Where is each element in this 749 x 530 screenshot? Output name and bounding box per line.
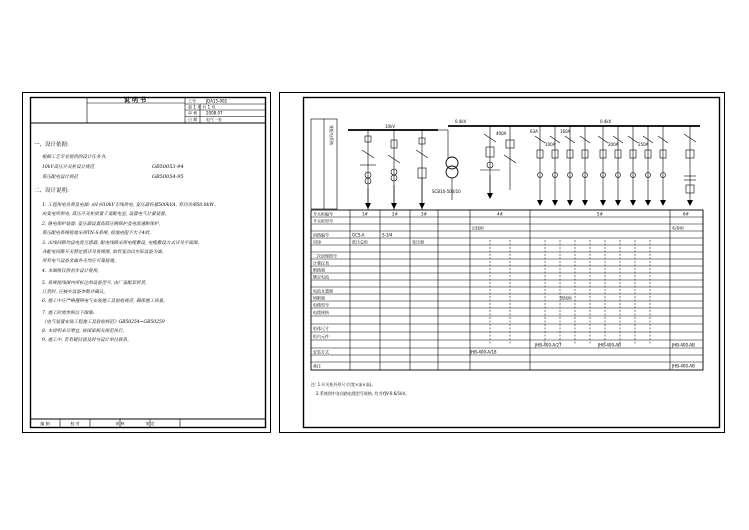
design-basis-3: 低压配电设计规范 bbox=[42, 175, 78, 180]
diagram-notes bbox=[311, 381, 409, 396]
note-line-6: 各配电回路开关整定值详见系统图, 如有变动以实际设备为准。 bbox=[42, 250, 167, 255]
panel-code-1: JHB-400-A/18 bbox=[470, 349, 497, 355]
row-label-12: 电缆规格 bbox=[313, 310, 329, 315]
cell-sample-1: GCS-A bbox=[352, 232, 365, 238]
panel-code-2: JHB-400-A/27 bbox=[535, 342, 562, 348]
drawing-no-label: 工号 bbox=[188, 98, 196, 104]
lv-incoming bbox=[480, 126, 516, 199]
lv-bus-label-right: 0.4kV bbox=[600, 119, 612, 124]
note-line-14: 8. 本说明未尽事宜, 按国家相关规范执行。 bbox=[42, 329, 128, 334]
row-label-13: 柜体尺寸 bbox=[313, 326, 329, 331]
note-line-12: 7. 施工时需参照以下图集: bbox=[42, 311, 95, 316]
footer-cell-3: 审 核 bbox=[115, 421, 125, 426]
row-label-5: 二次原理图号 bbox=[313, 253, 337, 259]
note-line-15: 9. 施工中, 若有疑问请及时与设计单位联系。 bbox=[42, 338, 132, 343]
lv-bus-label-left: 0.4kV bbox=[455, 119, 467, 124]
note-line-8: 4. 本图纸仅供初步设计使用。 bbox=[42, 269, 102, 274]
row-label-9: 电流互感器 bbox=[313, 288, 333, 294]
left-sheet-title: 说 明 书 bbox=[123, 97, 147, 104]
cell-sample-3: 变压器 bbox=[412, 239, 424, 245]
standard-1: GB50053-94 bbox=[152, 164, 184, 170]
transformer-label: SCB10-500/10 bbox=[432, 189, 461, 194]
left-block-label: 变配电系统 bbox=[329, 125, 334, 145]
breaker-rating-3: 100A bbox=[545, 142, 556, 147]
row-label-11: 电缆型号 bbox=[313, 302, 329, 308]
row-label-6: 计量仪表 bbox=[313, 260, 329, 266]
footer-cell-1: 编 制 bbox=[40, 421, 50, 426]
standard-2: GB50054-95 bbox=[152, 174, 184, 180]
lv-feeders bbox=[530, 126, 696, 206]
breaker-rating-2: 63A bbox=[530, 129, 538, 134]
transformer-symbol bbox=[432, 130, 461, 200]
breaker-rating-4: 160A bbox=[560, 129, 571, 134]
diagram-left-label-block bbox=[311, 119, 337, 209]
note-line-3: 2. 继电保护装置: 变压器设置高低压侧保护及电流速断保护。 bbox=[42, 222, 164, 227]
left-footer-table bbox=[31, 419, 266, 428]
breaker-rating-1: 400A bbox=[496, 131, 507, 136]
row-label-7: 断路器 bbox=[313, 267, 325, 273]
diagram-note-1: 注: 1.开关柜外形尺寸(宽×深×高)。 bbox=[311, 382, 376, 387]
diagram-note-2: 2.系统图中各回路电缆型号规格, 均为YJV-0.6/1kV。 bbox=[316, 391, 410, 396]
hv-feeders bbox=[360, 130, 428, 210]
page-indicator: 第 1 页 共 1 页 bbox=[188, 104, 216, 110]
breaker-rating-5: 200A bbox=[608, 142, 619, 147]
panel-code-4: JHB-400-AB bbox=[672, 342, 695, 348]
footer-cell-2: 校 对 bbox=[70, 421, 80, 426]
panel-code-3: JHB-400-AB bbox=[598, 342, 621, 348]
note-line-9: 5. 系统接线图内所标注的设备型号, 由厂家配套供货。 bbox=[42, 281, 150, 286]
design-basis-2: 10kV高压开关柜设计规范 bbox=[42, 165, 95, 170]
cell-sample-6: 电容柜 bbox=[672, 225, 684, 231]
row-label-1: 开关柜编号 bbox=[313, 211, 333, 217]
drawing-no: JDA15-002 bbox=[206, 98, 228, 104]
note-line-11: 6. 施工中应严格遵照电气安装施工及验收规范, 确保施工质量。 bbox=[42, 299, 168, 304]
cabinet-header-1: 1# bbox=[362, 211, 368, 217]
note-line-1: 1. 工程用电负荷及电源: 由1回10kV专线供电, 变压器容量500kVA, 有功功率50.0kW。 bbox=[42, 203, 219, 208]
note-line-10: 订货时, 应核实设备参数并确认。 bbox=[42, 290, 108, 295]
cabinet-header-2: 2# bbox=[392, 211, 398, 217]
left-sheet bbox=[23, 93, 271, 433]
title-row-label-1: 审 核 bbox=[188, 110, 198, 116]
cabinet-header-3: 3# bbox=[421, 211, 427, 217]
right-sheet-inner-frame bbox=[304, 98, 720, 428]
left-title-block bbox=[31, 96, 266, 123]
cell-sample-2: S-3/4 bbox=[382, 232, 393, 238]
left-sheet-body bbox=[34, 140, 218, 343]
cell-sample-7: 馈线柜 bbox=[560, 295, 572, 301]
row-label-4: 用途 bbox=[313, 239, 321, 245]
panel-code-5: JHB-400-AB bbox=[672, 363, 695, 369]
note-line-7: 所有电气设备金属外壳均应可靠接地。 bbox=[42, 259, 119, 264]
section1-title: 一、设计依据: bbox=[34, 142, 69, 148]
row-label-8: 额定电流 bbox=[313, 274, 329, 280]
row-label-15: 安装方式 bbox=[313, 349, 329, 355]
row-label-3: 回路编号 bbox=[313, 232, 329, 238]
panel-schedule-table bbox=[311, 210, 703, 370]
cabinet-header-4: 4# bbox=[497, 211, 503, 217]
note-line-5: 3. 出线回路均设电流互感器, 配电线路采用电缆敷设, 电缆敷设方式详见平面图。 bbox=[42, 241, 202, 246]
row-label-2: 开关柜型号 bbox=[313, 218, 333, 224]
title-row-value-2: 电气一室 bbox=[206, 117, 222, 122]
hv-bus-label: 10kV bbox=[385, 124, 396, 129]
right-sheet bbox=[280, 93, 725, 433]
row-label-16: 备注 bbox=[313, 363, 321, 369]
cabinet-header-5: 5# bbox=[597, 211, 603, 217]
cell-sample-5: 出线柜 bbox=[472, 225, 484, 231]
hv-busbar bbox=[348, 124, 438, 130]
row-label-10: 熔断器 bbox=[313, 295, 325, 301]
note-line-4: 低压配电系统接地采用TN-S系统, 接地电阻不大于4欧。 bbox=[42, 231, 154, 236]
lv-busbar bbox=[448, 119, 700, 126]
note-line-2: 由变电所供电, 低压开关柜放置于变配电室, 设置电气计量装置。 bbox=[42, 212, 170, 217]
design-basis-1: 根据工艺专业提供的设计任务书。 bbox=[42, 155, 110, 160]
cell-sample-4: 低压总柜 bbox=[352, 239, 368, 245]
section2-title: 二、设计说明: bbox=[34, 188, 69, 194]
row-label-14: 柜内元件 bbox=[313, 334, 329, 339]
cabinet-header-6: 6# bbox=[683, 211, 689, 217]
breaker-rating-6: 250A bbox=[638, 142, 649, 147]
title-row-label-2: 日 期 bbox=[188, 117, 198, 122]
note-line-13: 《电气装置安装工程施工及验收规范》GB50254~GB50259 bbox=[42, 320, 165, 325]
title-row-value-1: 2008.07 bbox=[206, 110, 223, 116]
footer-cell-4: 审 定 bbox=[145, 421, 155, 426]
